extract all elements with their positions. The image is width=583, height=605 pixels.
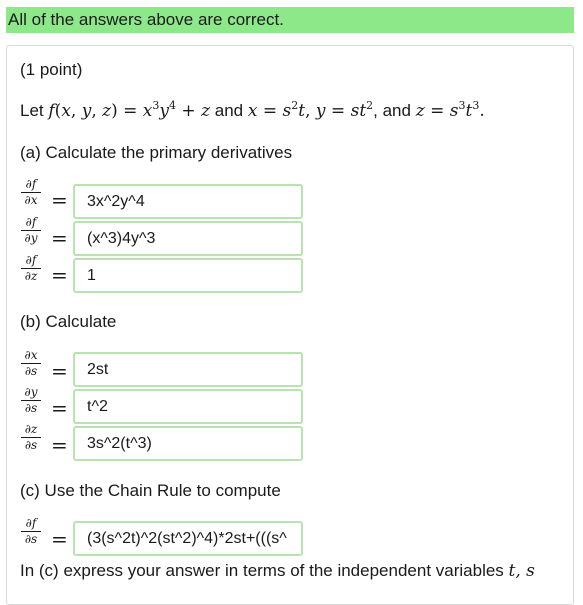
answer-input-df-ds[interactable]: (3(s^2t)^2(st^2)^4)*2st+(((s^: [73, 521, 303, 556]
equals-sign: =: [51, 396, 68, 420]
derivative-fs: $\frac{\partial f}{\partial s}$: [21, 517, 41, 546]
and-word-2: , and: [373, 101, 411, 120]
equals-sign: =: [51, 359, 68, 383]
derivative-fx: $\frac{\partial f}{\partial x}$: [21, 178, 41, 207]
problem-statement: Let f(x, y, $z) = x^3y^4 + z$ and $x = s^2t$, $y = st^2$, and $z = s^3t^3$.: [20, 99, 485, 121]
answer-input-df-dz[interactable]: 1: [73, 258, 303, 293]
answer-input-df-dy[interactable]: (x^3)4y^3: [73, 221, 303, 256]
points-label: (1 point): [20, 60, 83, 79]
derivative-fz: $\frac{\partial f}{\partial z}$: [21, 254, 41, 283]
equals-sign: =: [51, 527, 68, 551]
answer-input-dz-ds[interactable]: 3s^2(t^3): [73, 426, 303, 461]
equals-sign: =: [51, 188, 68, 212]
answer-input-dx-ds[interactable]: 2st: [73, 352, 303, 387]
answer-input-df-dx[interactable]: 3x^2y^4: [73, 184, 303, 219]
instructions-footer: [20, 561, 535, 581]
footer-variables: t, s: [508, 561, 535, 581]
answer-input-dy-ds[interactable]: t^2: [73, 389, 303, 424]
equals-sign: =: [51, 433, 68, 457]
footer-text: In (c) express your answer in terms of the independent variables: [20, 561, 504, 580]
correct-banner: All of the answers above are correct.: [6, 7, 574, 33]
let-word: Let: [20, 101, 44, 120]
part-a-label: (a) Calculate the primary derivatives: [20, 143, 293, 162]
part-b-label: (b) Calculate: [20, 312, 117, 331]
derivative-fy: $\frac{\partial f}{\partial y}$: [21, 216, 41, 245]
derivative-zs: $\frac{\partial z}{\partial s}$: [21, 423, 41, 452]
function-definition: f: [48, 101, 55, 121]
derivative-ys: $\frac{\partial y}{\partial s}$: [21, 386, 41, 415]
equals-sign: =: [51, 263, 68, 287]
and-word: and: [214, 101, 244, 120]
equals-sign: =: [51, 226, 68, 250]
part-c-label: (c) Use the Chain Rule to compute: [20, 481, 281, 500]
derivative-xs: $\frac{\partial x}{\partial s}$: [21, 349, 41, 378]
